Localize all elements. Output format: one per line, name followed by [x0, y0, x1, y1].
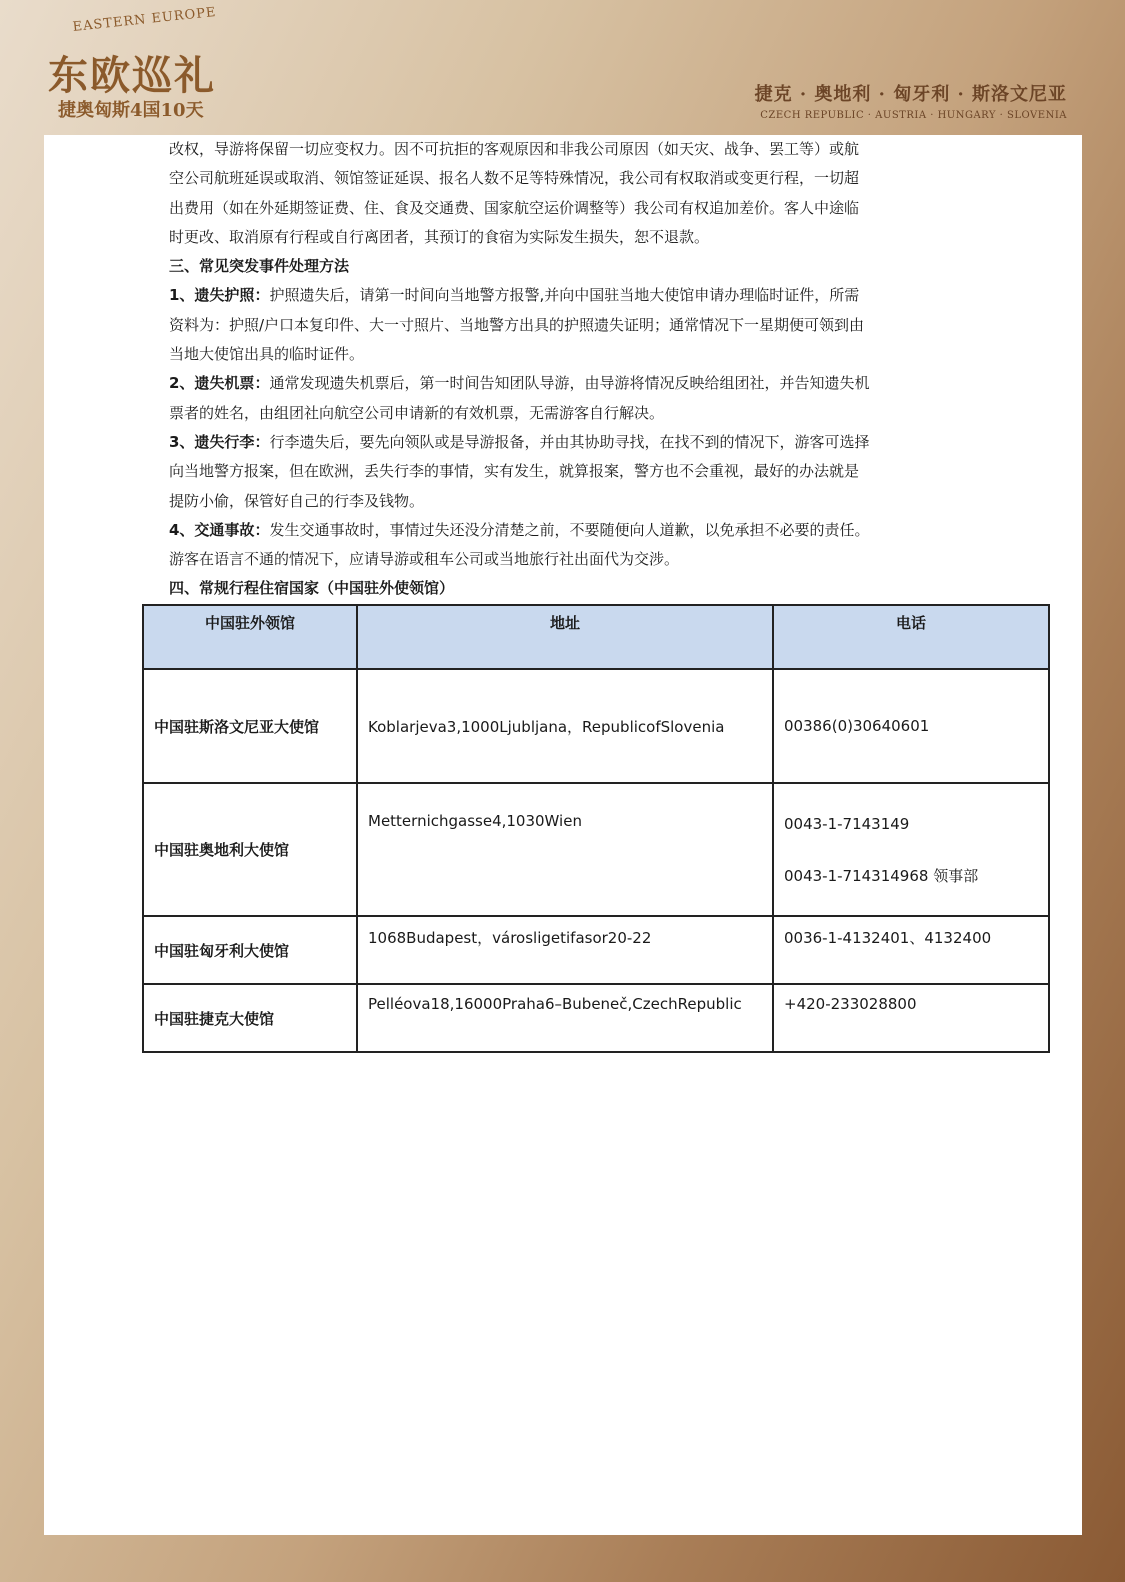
item-1-label: 1、遗失护照： [169, 286, 270, 305]
embassy-name: 中国驻斯洛文尼亚大使馆 [143, 669, 357, 783]
item-text: 行李遗失后，要先向领队或是导游报备，并由其协助寻找，在找不到的情况下，游客可选择 [269, 432, 870, 451]
column-header-consulate: 中国驻外领馆 [143, 605, 357, 669]
document-page [44, 135, 1082, 1535]
item-text: 通常发现遗失机票后，第一时间告知团队导游，由导游将情况反映给组团社，并告知遗失机 [269, 374, 870, 393]
item-4-line [169, 516, 999, 545]
table-row [143, 916, 1049, 984]
table-row [143, 783, 1049, 916]
countries-banner [755, 80, 1067, 121]
document-body [169, 135, 999, 574]
embassy-phone-cell [773, 783, 1049, 916]
intro-line: 改权，导游将保留一切应变权力。因不可抗拒的客观原因和非我公司原因（如天灾、战争、罢工等）或航 [169, 140, 860, 158]
logo-title: 东欧巡礼 [48, 52, 216, 99]
section-3-heading: 三、常见突发事件处理方法 [169, 257, 350, 276]
embassy-table [142, 604, 1050, 1053]
table-row [143, 984, 1049, 1052]
embassy-phone: 00386(0)30640601 [773, 669, 1049, 783]
column-header-phone: 电话 [773, 605, 1049, 669]
item-2-line [169, 369, 999, 398]
item-2-line: 票者的姓名，由组团社向航空公司申请新的有效机票，无需游客自行解决。 [169, 403, 665, 422]
intro-line: 时更改、取消原有行程或自行离团者，其预订的食宿为实际发生损失，恕不退款。 [169, 227, 710, 246]
item-3-line: 向当地警方报案，但在欧洲，丢失行李的事情，实有发生，就算报案，警方也不会重视，最好的办法就是 [169, 462, 860, 481]
embassy-address: Metternichgasse4,1030Wien [357, 783, 773, 916]
embassy-address: Pelléova18,16000Praha6–Bubeneč,CzechRepublic [357, 984, 773, 1052]
embassy-name: 中国驻捷克大使馆 [143, 984, 357, 1052]
embassy-address: Koblarjeva3,1000Ljubljana，RepublicofSlovenia [357, 669, 773, 783]
item-text: 发生交通事故时，事情过失还没分清楚之前，不要随便向人道歉，以免承担不必要的责任。 [269, 520, 870, 539]
item-1-line: 资料为：护照/户口本复印件、大一寸照片、当地警方出具的护照遗失证明；通常情况下一星期便可领到由 [169, 315, 865, 334]
item-2-label: 2、遗失机票： [169, 374, 270, 393]
section-4-heading: 四、常规行程住宿国家（中国驻外使领馆） [169, 579, 455, 597]
item-3-line: 提防小偷，保管好自己的行李及钱物。 [169, 491, 425, 510]
intro-line: 空公司航班延误或取消、领馆签证延误、报名人数不足等特殊情况，我公司有权取消或变更行程，一切超 [169, 169, 860, 188]
embassy-phone: +420-233028800 [773, 984, 1049, 1052]
logo-english-text: EASTERN EUROPE [72, 4, 218, 35]
brand-logo [48, 4, 288, 124]
embassy-address: 1068Budapest，városligetifasor20-22 [357, 916, 773, 984]
countries-english: CZECH REPUBLIC · AUSTRIA · HUNGARY · SLOVENIA [760, 110, 1067, 121]
embassy-phone: 0043-1-7143149 [784, 814, 910, 833]
item-text: 护照遗失后，请第一时间向当地警方报警,并向中国驻当地大使馆申请办理临时证件，所需 [269, 286, 860, 305]
embassy-name: 中国驻匈牙利大使馆 [143, 916, 357, 984]
item-3-line [169, 428, 999, 457]
item-3-label: 3、遗失行李： [169, 432, 270, 451]
column-header-address: 地址 [357, 605, 773, 669]
item-1-line: 当地大使馆出具的临时证件。 [169, 345, 365, 364]
table-row [143, 669, 1049, 783]
embassy-name: 中国驻奥地利大使馆 [143, 783, 357, 916]
embassy-phone-consular: 0043-1-714314968 领事部 [784, 866, 979, 885]
intro-line: 出费用（如在外延期签证费、住、食及交通费、国家航空运价调整等）我公司有权追加差价。客人中途临 [169, 198, 860, 217]
item-4-line: 游客在语言不通的情况下，应请导游或租车公司或当地旅行社出面代为交涉。 [169, 550, 680, 569]
countries-chinese: 捷克 · 奥地利 · 匈牙利 · 斯洛文尼亚 [754, 84, 1067, 105]
item-4-label: 4、交通事故： [169, 520, 270, 539]
logo-subtitle: 捷奥匈斯4国10天 [58, 100, 204, 121]
embassy-phone: 0036-1-4132401、4132400 [773, 916, 1049, 984]
table-header-row [143, 605, 1049, 669]
page-header [0, 0, 1125, 135]
item-1-line [169, 281, 999, 310]
